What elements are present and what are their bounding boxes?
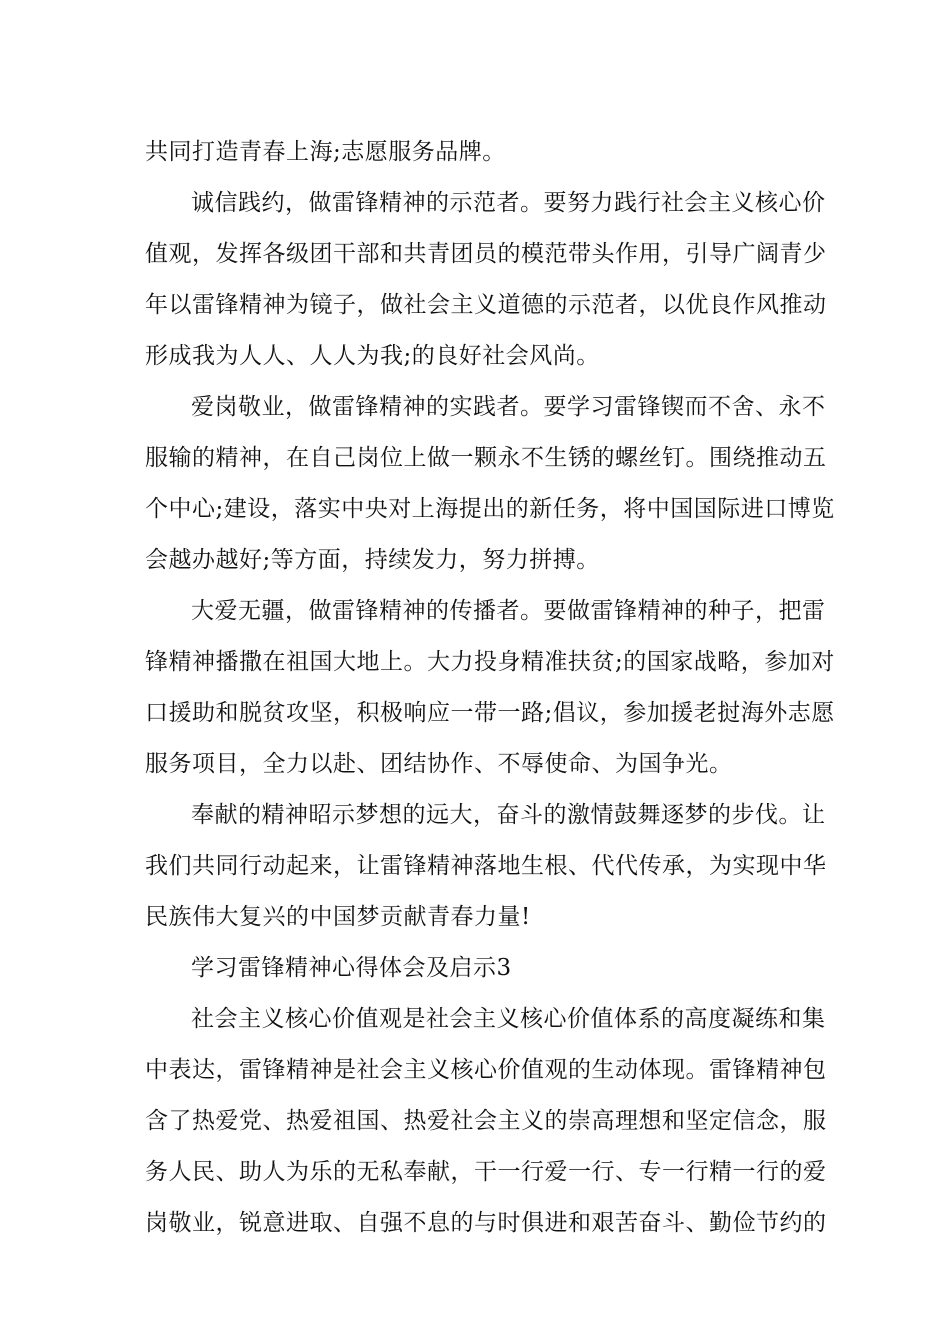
paragraph	[145, 382, 835, 586]
text-line: 锋精神播撒在祖国大地上。大力投身精准扶贫;的国家战略，参加对	[145, 649, 835, 675]
text-line: 形成我为人人、人人为我;的良好社会风尚。	[145, 343, 600, 369]
paragraph	[145, 127, 807, 178]
paragraph	[145, 178, 827, 382]
text-line: 服务项目，全力以赴、团结协作、不辱使命、为国争光。	[145, 751, 733, 777]
text-line: 大爱无疆，做雷锋精神的传播者。要做雷锋精神的种子，把雷	[191, 598, 826, 624]
text-line: 共同打造青春上海;志愿服务品牌。	[145, 139, 506, 165]
text-line: 含了热爱党、热爱祖国、热爱社会主义的崇高理想和坚定信念，服	[145, 1108, 827, 1134]
paragraph	[145, 943, 807, 994]
text-line: 岗敬业，锐意进取、自强不息的与时俱进和艰苦奋斗、勤俭节约的	[145, 1210, 827, 1236]
text-line: 爱岗敬业，做雷锋精神的实践者。要学习雷锋锲而不舍、永不	[191, 394, 826, 420]
text-line: 年以雷锋精神为镜子，做社会主义道德的示范者，以优良作风推动	[145, 292, 827, 318]
text-line: 服输的精神，在自己岗位上做一颗永不生锈的螺丝钉。围绕推动五	[145, 445, 827, 471]
text-line: 会越办越好;等方面，持续发力，努力拼搏。	[145, 547, 600, 573]
text-line: 口援助和脱贫攻坚，积极响应一带一路;倡议，参加援老挝海外志愿	[145, 700, 835, 726]
paragraph	[145, 994, 827, 1249]
document-body	[145, 127, 835, 1249]
text-line: 务人民、助人为乐的无私奉献，干一行爱一行、专一行精一行的爱	[145, 1159, 827, 1185]
text-line: 中表达，雷锋精神是社会主义核心价值观的生动体现。雷锋精神包	[145, 1057, 827, 1083]
paragraph	[145, 586, 835, 790]
text-line: 社会主义核心价值观是社会主义核心价值体系的高度凝练和集	[191, 1006, 826, 1032]
text-line: 民族伟大复兴的中国梦贡献青春力量!	[145, 904, 531, 930]
text-line: 我们共同行动起来，让雷锋精神落地生根、代代传承，为实现中华	[145, 853, 827, 879]
text-line: 值观，发挥各级团干部和共青团员的模范带头作用，引导广阔青少	[145, 241, 827, 267]
text-line: 学习雷锋精神心得体会及启示3	[191, 955, 512, 981]
paragraph	[145, 790, 827, 943]
text-line: 诚信践约，做雷锋精神的示范者。要努力践行社会主义核心价	[191, 190, 826, 216]
text-line: 个中心;建设，落实中央对上海提出的新任务，将中国国际进口博览	[145, 496, 835, 522]
text-line: 奉献的精神昭示梦想的远大，奋斗的激情鼓舞逐梦的步伐。让	[191, 802, 826, 828]
